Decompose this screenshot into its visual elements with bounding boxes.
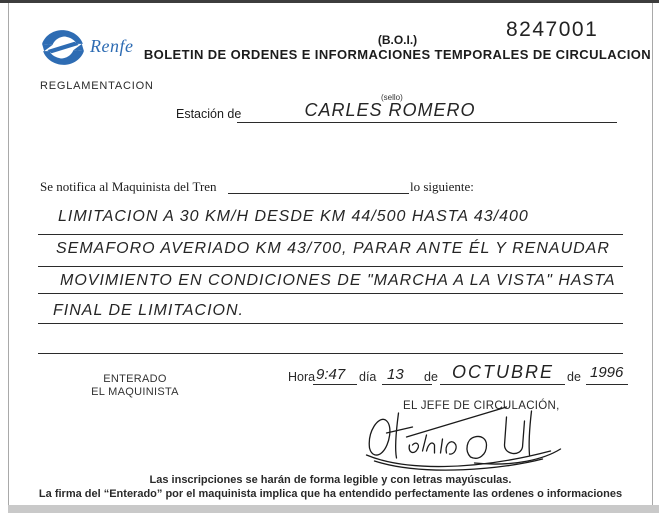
- jefe-circulacion-label: EL JEFE DE CIRCULACIÓN,: [403, 400, 560, 412]
- month-value: OCTUBRE: [452, 362, 555, 382]
- order-line-4: FINAL DE LIMITACION.: [53, 302, 244, 319]
- station-fill-line: [237, 122, 617, 123]
- scan-bottom-edge: [8, 505, 659, 513]
- scan-right-edge: [652, 3, 653, 505]
- boi-abbreviation: (B.O.I.): [377, 33, 418, 47]
- enterado-line1: ENTERADO: [103, 373, 167, 385]
- enterado-line2: EL MAQUINISTA: [91, 386, 179, 398]
- order-rule-5: [38, 353, 623, 354]
- year-fill-line: [586, 384, 628, 385]
- month-fill-line: [440, 384, 565, 385]
- station-handwritten-value: CARLES ROMERO: [304, 100, 476, 120]
- order-line-3: MOVIMIENTO EN CONDICIONES DE "MARCHA A LA VISTA" HASTA: [60, 272, 616, 289]
- dia-label: día: [359, 370, 377, 384]
- de-label-1: de: [424, 370, 438, 384]
- order-rule-1: [38, 234, 623, 235]
- notify-suffix: lo siguiente:: [410, 179, 474, 194]
- notify-label: Se notifica al Maquinista del Tren: [40, 179, 217, 194]
- order-rule-4: [38, 323, 623, 324]
- order-rule-3: [38, 293, 623, 294]
- scan-top-edge: [0, 0, 659, 3]
- hora-fill-line: [313, 384, 357, 385]
- renfe-wordmark: Renfe: [90, 36, 134, 56]
- de-label-2: de: [567, 370, 581, 384]
- hora-value: 9:47: [316, 366, 346, 383]
- year-value: 1996: [590, 364, 624, 381]
- station-label: Estación de: [176, 107, 242, 121]
- renfe-logo-icon: [40, 28, 86, 68]
- footer-note-1: Las inscripciones se harán de forma legible y con letras mayúsculas.: [149, 474, 512, 486]
- signature-scribble: [352, 403, 567, 475]
- enterado-block: [85, 373, 185, 399]
- order-rule-2: [38, 266, 623, 267]
- scan-left-edge: [8, 3, 9, 505]
- order-line-2: SEMAFORO AVERIADO KM 43/700, PARAR ANTE ÉL Y RENAUDAR: [56, 240, 610, 257]
- serial-number: 8247001: [506, 18, 599, 41]
- form-title: BOLETIN DE ORDENES E INFORMACIONES TEMPORALES DE CIRCULACION: [143, 47, 652, 62]
- dia-value: 13: [387, 366, 404, 383]
- sello-hint: (sello): [381, 93, 403, 102]
- footer-note-2: La firma del “Enterado” por el maquinista implica que ha entendido perfectamente las ordenes o informaciones: [38, 488, 623, 500]
- train-number-fill-line: [228, 193, 409, 194]
- hora-label: Hora: [288, 370, 316, 384]
- reglamentacion-label: REGLAMENTACION: [40, 80, 154, 92]
- order-line-1: LIMITACION A 30 KM/H DESDE KM 44/500 HASTA 43/400: [58, 208, 529, 225]
- dia-fill-line: [382, 384, 432, 385]
